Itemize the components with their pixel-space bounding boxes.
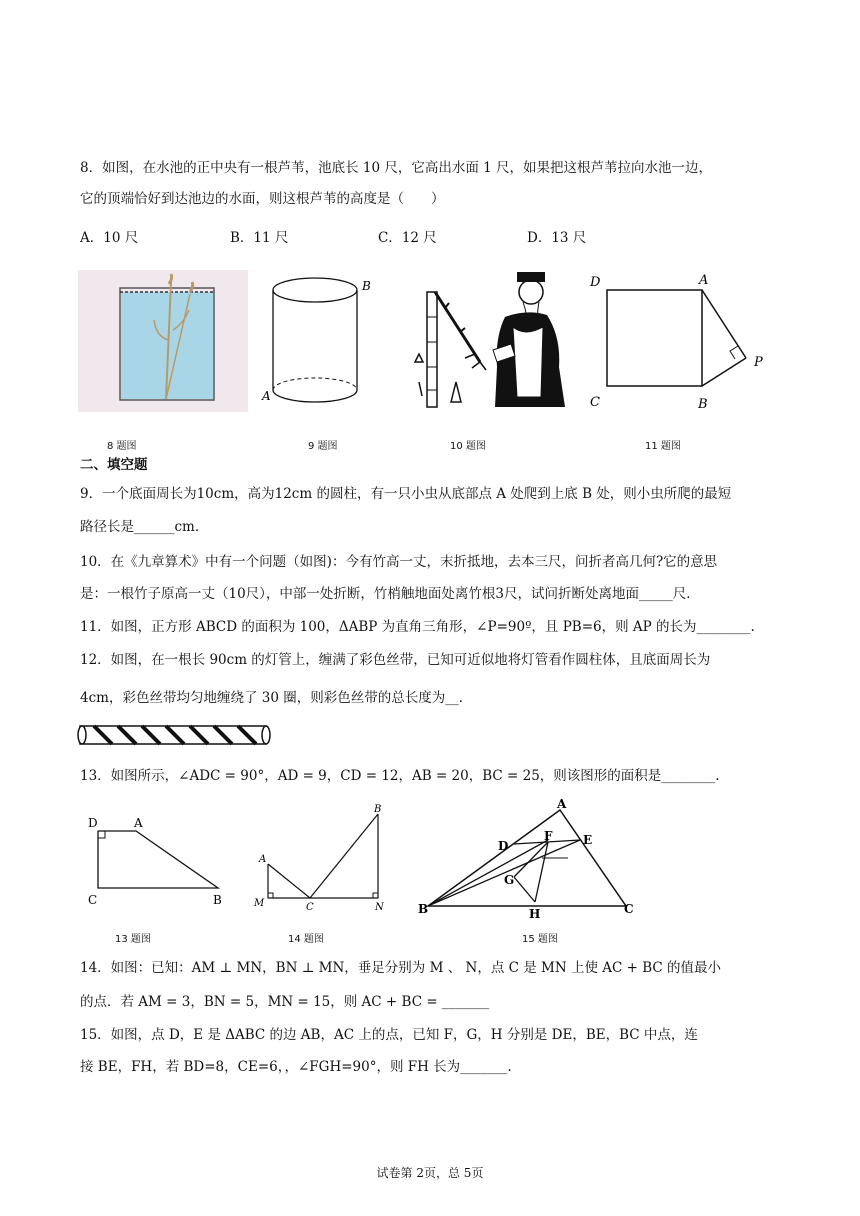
q10-line2: 是：一根竹子原高一丈（10尺），中部一处折断，竹梢触地面处离竹根3尺，试问折断处离地面_____尺． <box>80 586 700 602</box>
fig11-label-p: P <box>754 355 763 370</box>
fig11-label-b: B <box>698 397 708 412</box>
fig8-caption: 8 题图 <box>107 441 137 452</box>
fig14-label-m: M <box>254 898 265 909</box>
fig15-label-b: B <box>418 902 429 916</box>
fig11-label-d: D <box>590 275 601 290</box>
q12-line2: 4cm，彩色丝带均匀地缠绕了 30 圈，则彩色丝带的总长度为__． <box>80 690 473 706</box>
section-title: 二、填空题 <box>80 457 148 473</box>
fig14-label-a: A <box>259 854 267 865</box>
fig13-label-c: C <box>88 893 98 907</box>
q8-line1: 8．如图，在水池的正中央有一根芦苇，池底长 10 尺，它高出水面 1 尺，如果把这根芦苇拉向水池一边， <box>80 160 713 176</box>
q8-option-b: B．11 尺 <box>230 230 289 246</box>
fig15-caption: 15 题图 <box>522 934 558 945</box>
q9-line1: 9．一个底面周长为10cm，高为12cm 的圆柱，有一只小虫从底部点 A 处爬到上底 B 处，则小虫所爬的最短 <box>80 486 732 502</box>
q15-line2: 接 BE，FH，若 BD=8，CE=6，，∠FGH=90°，则 FH 长为_______. <box>80 1059 512 1075</box>
fig14-caption: 14 题图 <box>288 934 324 945</box>
q8-option-a: A．10 尺 <box>80 230 139 246</box>
fig8-pond-image <box>78 270 248 412</box>
fig13-label-b: B <box>213 893 222 907</box>
fig9-label-a: A <box>262 389 271 403</box>
fig14-label-b: B <box>374 804 382 815</box>
fig14-shortest-path <box>252 800 397 915</box>
fig15-label-d: D <box>498 839 509 853</box>
fig11-caption: 11 题图 <box>645 441 681 452</box>
q8-line2: 它的顶端恰好到达池边的水面，则这根芦苇的高度是（ ） <box>80 191 445 207</box>
fig10-bamboo-illustration <box>405 262 575 412</box>
page-footer: 试卷第 2页，总 5页 <box>376 1166 484 1180</box>
fig15-triangle-midpoints <box>418 798 640 920</box>
fig11-square-triangle <box>582 268 777 416</box>
fig14-label-c: C <box>306 902 314 913</box>
fig10-caption: 10 题图 <box>450 441 486 452</box>
q11-line1: 11．如图，正方形 ABCD 的面积为 100，ΔABP 为直角三角形，∠P=90º，且 PB=6，则 AP 的长为________. <box>80 619 755 635</box>
fig9-cylinder <box>258 270 378 412</box>
fig14-label-n: N <box>375 902 384 913</box>
fig15-label-h: H <box>529 907 541 920</box>
fig13-label-d: D <box>88 816 98 830</box>
fig13-label-a: A <box>134 816 143 830</box>
fig11-label-a: A <box>699 273 709 288</box>
q14-line1: 14．如图：已知：AM ⊥ MN，BN ⊥ MN，垂足分别为 M 、 N，点 C 是 MN 上使 AC + BC 的值最小 <box>80 960 722 976</box>
q13-line1: 13．如图所示，∠ADC = 90°，AD = 9，CD = 12，AB = 20，BC = 25，则该图形的面积是________. <box>80 768 720 784</box>
q15-line1: 15．如图，点 D，E 是 ΔABC 的边 AB，AC 上的点，已知 F，G，H 分别是 DE，BE，BC 中点，连 <box>80 1027 698 1043</box>
fig9-caption: 9 题图 <box>308 441 338 452</box>
fig15-label-e: E <box>583 833 593 847</box>
fig15-label-f: F <box>544 829 553 843</box>
q14-line2: 的点．若 AM = 3，BN = 5，MN = 15，则 AC + BC = _______ <box>80 994 490 1010</box>
q12-line1: 12．如图，在一根长 90cm 的灯管上，缠满了彩色丝带，已知可近似地将灯管看作圆柱体，且底面周长为 <box>80 652 711 668</box>
fig9-label-b: B <box>362 279 371 293</box>
fig11-label-c: C <box>590 395 600 410</box>
fig13-trapezoid <box>86 810 231 910</box>
q10-line1: 10．在《九章算术》中有一个问题（如图)：今有竹高一丈，末折抵地，去本三尺，问折者高几何?它的意思 <box>80 554 718 570</box>
fig13-caption: 13 题图 <box>115 934 151 945</box>
fig15-label-c: C <box>624 902 634 916</box>
q9-line2: 路径长是______cm． <box>80 519 209 535</box>
fig15-label-a: A <box>557 798 567 811</box>
q8-option-c: C．12 尺 <box>378 230 437 246</box>
q8-option-d: D．13 尺 <box>527 230 587 246</box>
fig12-wrapped-tube <box>76 721 272 749</box>
fig15-label-g: G <box>504 873 515 887</box>
